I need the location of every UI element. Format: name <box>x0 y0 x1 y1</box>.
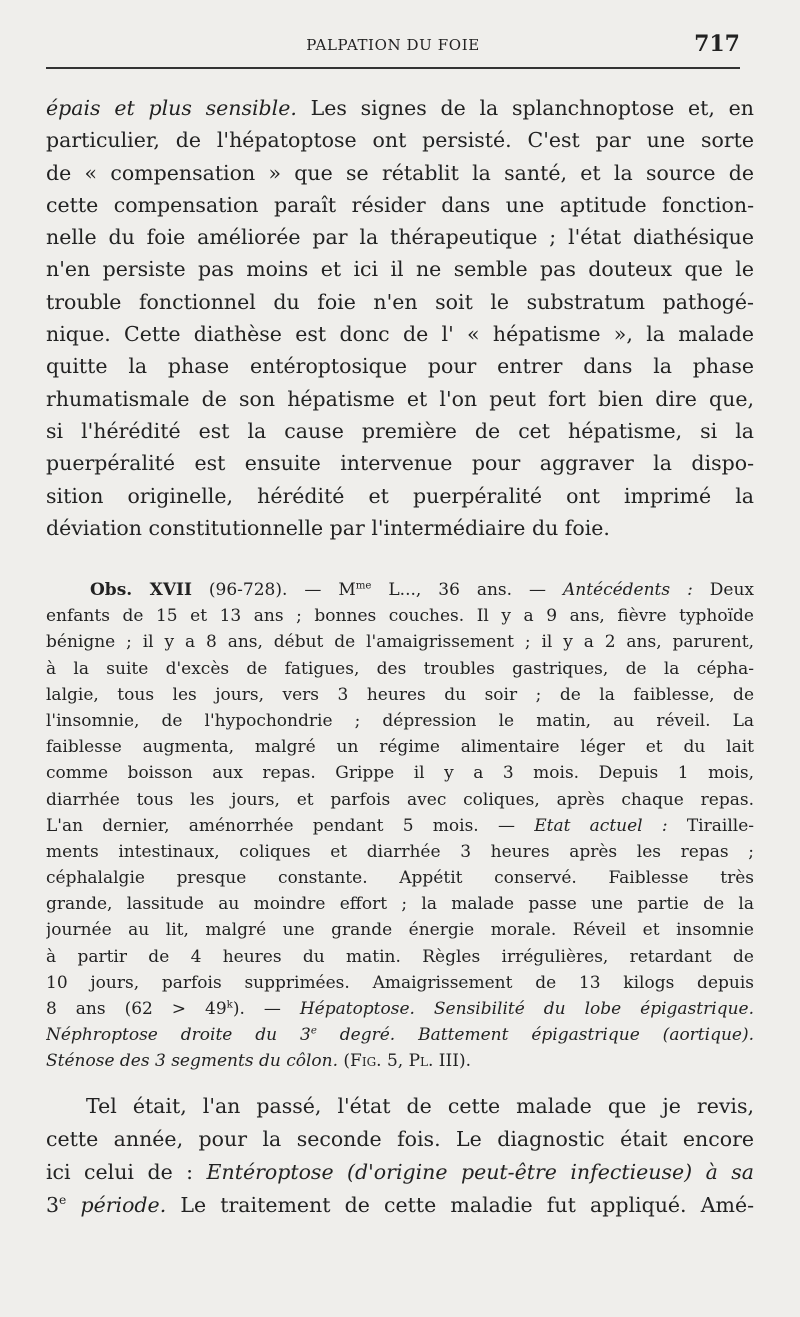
page-header <box>46 30 740 60</box>
text-line: si l'hérédité est la cause première de cet hépatisme, si la <box>46 418 754 443</box>
text-span: Le traitement de cette maladie fut appliqué. Amé- <box>166 1193 754 1217</box>
text-line: lalgie, tous les jours, vers 3 heures du soir ; de la faiblesse, de <box>46 684 754 705</box>
text-span: ici celui de : <box>46 1160 207 1184</box>
text-line: ments intestinaux, coliques et diarrhée 3 heures après les repas ; <box>46 841 754 862</box>
text-line: bénigne ; il y a 8 ans, début de l'amaigrissement ; il y a 2 ans, parurent, <box>46 632 754 653</box>
text-line <box>46 1156 754 1189</box>
text-line <box>46 577 754 603</box>
text-line: quitte la phase entéroptosique pour entrer dans la phase <box>46 354 754 379</box>
text-line: de « compensation » que se rétablit la santé, et la source de <box>46 160 754 185</box>
text-line: grande, lassitude au moindre effort ; la malade passe une partie de la <box>46 894 754 915</box>
superscript: k <box>226 999 233 1011</box>
text-line: n'en persiste pas moins et ici il ne semble pas douteux que le <box>46 257 754 282</box>
text-line: sition originelle, hérédité et puerpéralité ont imprimé la <box>46 483 754 508</box>
paragraph-1 <box>46 92 754 544</box>
italic-phrase: période. <box>66 1193 167 1217</box>
text-span: L..., 36 ans. — <box>371 580 563 600</box>
text-span: ( <box>337 1051 351 1072</box>
italic-phrase: Néphroptose droite du 3 <box>46 1025 311 1046</box>
text-span: (96-728). — M <box>191 580 356 600</box>
text-line: nique. Cette diathèse est donc de l' « hépatisme », la malade <box>46 322 754 347</box>
italic-phrase: Hépatoptose. Sensibilité du lobe épigastrique. <box>299 999 754 1019</box>
text-line <box>46 996 754 1022</box>
text-line: déviation constitutionnelle par l'intermédiaire du foie. <box>46 515 610 540</box>
text-line: trouble fonctionnel du foie n'en soit le substratum pathogé- <box>46 289 754 314</box>
text-line <box>46 813 754 839</box>
superscript: e <box>59 1193 67 1208</box>
italic-phrase: degré. Battement épigastrique (aortique). <box>316 1025 754 1046</box>
italic-phrase: Etat actuel : <box>534 815 668 836</box>
text-line: à partir de 4 heures du matin. Règles irrégulières, retardant de <box>46 946 754 967</box>
text-line <box>46 92 754 124</box>
text-span: Deux <box>692 580 754 600</box>
text-line: rhumatismale de son hépatisme et l'on peut fort bien dire que, <box>46 386 754 411</box>
text-span: Les signes de la splanchnoptose et, en <box>296 96 754 120</box>
text-line: comme boisson aux repas. Grippe il y a 3 mois. Depuis 1 mois, <box>46 763 754 784</box>
text-span: 3 <box>46 1193 60 1217</box>
text-line: 10 jours, parfois supprimées. Amaigrissement de 13 kilogs depuis <box>46 972 754 993</box>
text-line <box>46 1189 754 1222</box>
text-line: enfants de 15 et 13 ans ; bonnes couches. Il y a 9 ans, fièvre typhoïde <box>46 606 754 627</box>
text-line: journée au lit, malgré une grande énergie morale. Réveil et insomnie <box>46 920 754 941</box>
small-caps-ref: Pl. <box>408 1051 434 1072</box>
italic-phrase: Entéroptose (d'origine peut-être infectieuse) à sa <box>206 1160 754 1184</box>
text-line: diarrhée tous les jours, et parfois avec coliques, après chaque repas. <box>46 789 754 810</box>
text-line: cette année, pour la seconde fois. Le diagnostic était encore <box>46 1127 754 1151</box>
observation-label: Obs. XVII <box>90 580 192 600</box>
text-line: cette compensation paraît résider dans une aptitude fonction- <box>46 192 754 217</box>
text-line: puerpéralité est ensuite intervenue pour aggraver la dispo- <box>46 451 754 476</box>
text-line: Tel était, l'an passé, l'état de cette malade que je revis, <box>86 1094 754 1118</box>
text-span: 8 ans (62 > 49 <box>46 999 227 1019</box>
italic-phrase: Sténose des 3 segments du côlon. <box>46 1051 338 1072</box>
text-span: L'an dernier, aménorrhée pendant 5 mois. — <box>46 815 535 836</box>
text-line: à la suite d'excès de fatigues, des troubles gastriques, de la cépha- <box>46 658 754 679</box>
text-span: Tiraille- <box>667 815 754 836</box>
text-line: l'insomnie, de l'hypochondrie ; dépression le matin, au réveil. La <box>46 710 754 731</box>
running-title: PALPATION DU FOIE <box>306 36 480 54</box>
superscript: me <box>355 580 372 592</box>
text-line: céphalalgie presque constante. Appétit conservé. Faiblesse très <box>46 868 754 889</box>
header-rule <box>46 67 740 69</box>
italic-phrase: épais et plus sensible. <box>46 96 297 120</box>
text-line <box>46 1022 754 1048</box>
observation-block <box>46 577 754 1075</box>
text-line <box>46 1048 754 1074</box>
superscript: e <box>310 1025 317 1037</box>
text-line: particulier, de l'hépatoptose ont persisté. C'est par une sorte <box>46 128 754 153</box>
paragraph-3 <box>46 1090 754 1222</box>
text-line: faiblesse augmenta, malgré un régime alimentaire léger et du lait <box>46 737 754 758</box>
text-span: ). — <box>232 999 300 1019</box>
text-line: nelle du foie améliorée par la thérapeutique ; l'état diathésique <box>46 225 754 250</box>
page-number: 717 <box>694 31 740 57</box>
italic-phrase: Antécédents : <box>562 580 693 600</box>
text-span: 5, <box>381 1051 409 1072</box>
text-span: III). <box>433 1051 471 1072</box>
small-caps-ref: Fig. <box>350 1051 382 1072</box>
